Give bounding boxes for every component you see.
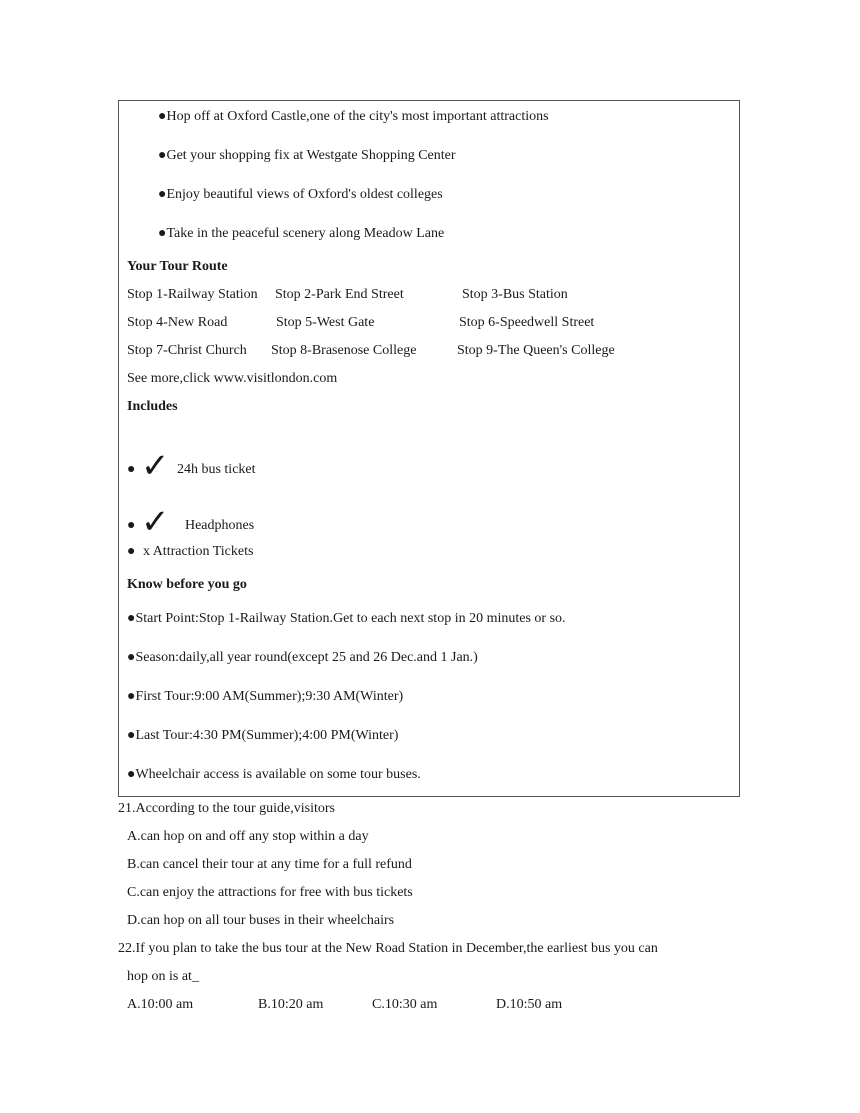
route-more-link: See more,click www.visitlondon.com <box>127 371 338 386</box>
includes-item-label: x Attraction Tickets <box>142 544 254 559</box>
question-stem-continued: hop on is at_ <box>127 969 199 984</box>
route-stop: Stop 9-The Queen's College <box>457 343 615 358</box>
route-stop: Stop 3-Bus Station <box>462 287 568 302</box>
route-stop: Stop 1-Railway Station <box>127 287 258 302</box>
checkmark-icon: ✓ <box>140 448 170 485</box>
route-stop: Stop 2-Park End Street <box>275 287 404 302</box>
know-item: ●Season:daily,all year round(except 25 and 26 Dec.and 1 Jan.) <box>127 650 478 665</box>
includes-item-label: Headphones <box>184 518 255 533</box>
route-heading: Your Tour Route <box>127 259 228 274</box>
includes-item-label: 24h bus ticket <box>176 462 256 477</box>
question-option: C.10:30 am <box>372 997 438 1012</box>
bullet-icon: ● <box>127 544 136 559</box>
route-stop: Stop 8-Brasenose College <box>271 343 417 358</box>
route-stop: Stop 7-Christ Church <box>127 343 247 358</box>
question-stem: 21.According to the tour guide,visitors <box>118 801 335 816</box>
route-stop: Stop 6-Speedwell Street <box>459 315 595 330</box>
highlight-item: ●Take in the peaceful scenery along Meadow Lane <box>158 226 445 241</box>
know-item: ●Last Tour:4:30 PM(Summer);4:00 PM(Winter) <box>127 728 399 743</box>
question-option: B.10:20 am <box>258 997 324 1012</box>
route-stop: Stop 5-West Gate <box>276 315 375 330</box>
question-option: A.can hop on and off any stop within a day <box>127 829 369 844</box>
bullet-icon: ● <box>127 518 136 533</box>
includes-item <box>127 502 255 541</box>
route-stop: Stop 4-New Road <box>127 315 228 330</box>
highlight-item: ●Enjoy beautiful views of Oxford's oldest colleges <box>158 187 443 202</box>
question-stem: 22.If you plan to take the bus tour at the New Road Station in December,the earliest bus you can <box>118 941 658 956</box>
highlight-item: ●Get your shopping fix at Westgate Shopping Center <box>158 148 456 163</box>
question-option: A.10:00 am <box>127 997 194 1012</box>
checkmark-icon: ✓ <box>140 504 170 541</box>
know-item: ●Start Point:Stop 1-Railway Station.Get to each next stop in 20 minutes or so. <box>127 611 566 626</box>
question-option: B.can cancel their tour at any time for a full refund <box>127 857 412 872</box>
know-heading: Know before you go <box>127 577 247 592</box>
know-item: ●Wheelchair access is available on some tour buses. <box>127 767 421 782</box>
includes-item <box>127 543 253 561</box>
question-option: D.10:50 am <box>496 997 563 1012</box>
includes-heading: Includes <box>127 399 178 414</box>
includes-item <box>127 446 256 485</box>
bullet-icon: ● <box>127 462 136 477</box>
question-option: C.can enjoy the attractions for free with bus tickets <box>127 885 413 900</box>
know-item: ●First Tour:9:00 AM(Summer);9:30 AM(Winter) <box>127 689 404 704</box>
question-option: D.can hop on all tour buses in their wheelchairs <box>127 913 395 928</box>
highlight-item: ●Hop off at Oxford Castle,one of the city's most important attractions <box>158 109 549 124</box>
